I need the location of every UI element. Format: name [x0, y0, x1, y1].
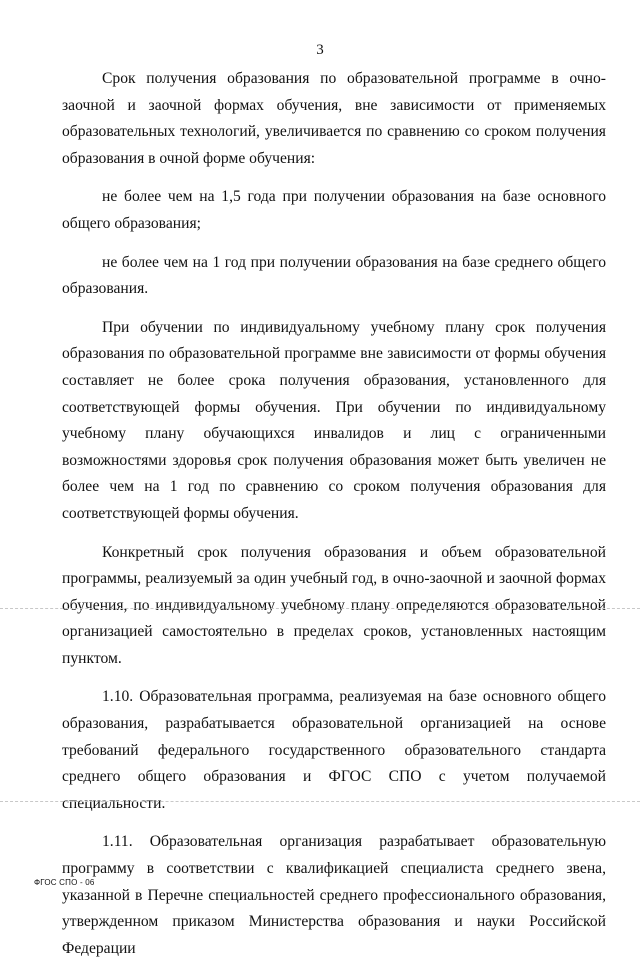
paragraph-specific-period: Конкретный срок получения образования и объем образовательной программы, реализуемый за один учебный год, в очно-заочной и заочной формах обучения, по индивидуальному учебному плану определяются образовательной организацией самостоятельно в пределах сроков, установленных настоящим пунктом.	[62, 543, 606, 667]
page-number: 3	[316, 42, 324, 58]
paragraph-1-11: 1.11. Образовательная организация разрабатывает образовательную программу в соответствии с квалификацией специалиста среднего звена, указанной в Перечне специальностей среднего профессионального образования, утвержденном приказом Министерства образования и науки Российской Федерации	[62, 833, 606, 957]
paragraph-secondary-general-education: не более чем на 1 год при получении образования на базе среднего общего образования.	[62, 253, 606, 298]
paragraph-study-period-part-time: Срок получения образования по образовательной программе в очно-заочной и заочной формах обучения, вне зависимости от применяемых образовательных технологий, увеличивается по сравнению со сроком получения образования в очной форме обучения:	[62, 70, 606, 167]
paragraph-individual-plan: При обучении по индивидуальному учебному плану срок получения образования по образовательной программе вне зависимости от формы обучения составляет не более срока получения образования, установленного для соответствующей формы обучения. При обучении по индивидуальному учебному плану обучающихся инвалидов и лиц с ограниченными возможностями здоровья срок получения образования может быть увеличен не более чем на 1 год по сравнению со сроком получения образования для соответствующей формы обучения.	[62, 318, 606, 522]
paragraph-1-10: 1.10. Образовательная программа, реализуемая на базе основного общего образования, разрабатывается образовательной организацией на основе требований федерального государственного образовательного стандарта среднего общего образования и ФГОС СПО с учетом получаемой специальности.	[62, 688, 606, 812]
scan-artifact-line	[0, 801, 640, 802]
footer-document-code: ФГОС СПО - 06	[34, 878, 95, 887]
document-body	[62, 66, 606, 962]
scan-artifact-line	[0, 608, 640, 609]
paragraph-basic-general-education: не более чем на 1,5 года при получении образования на базе основного общего образования;	[62, 188, 606, 232]
